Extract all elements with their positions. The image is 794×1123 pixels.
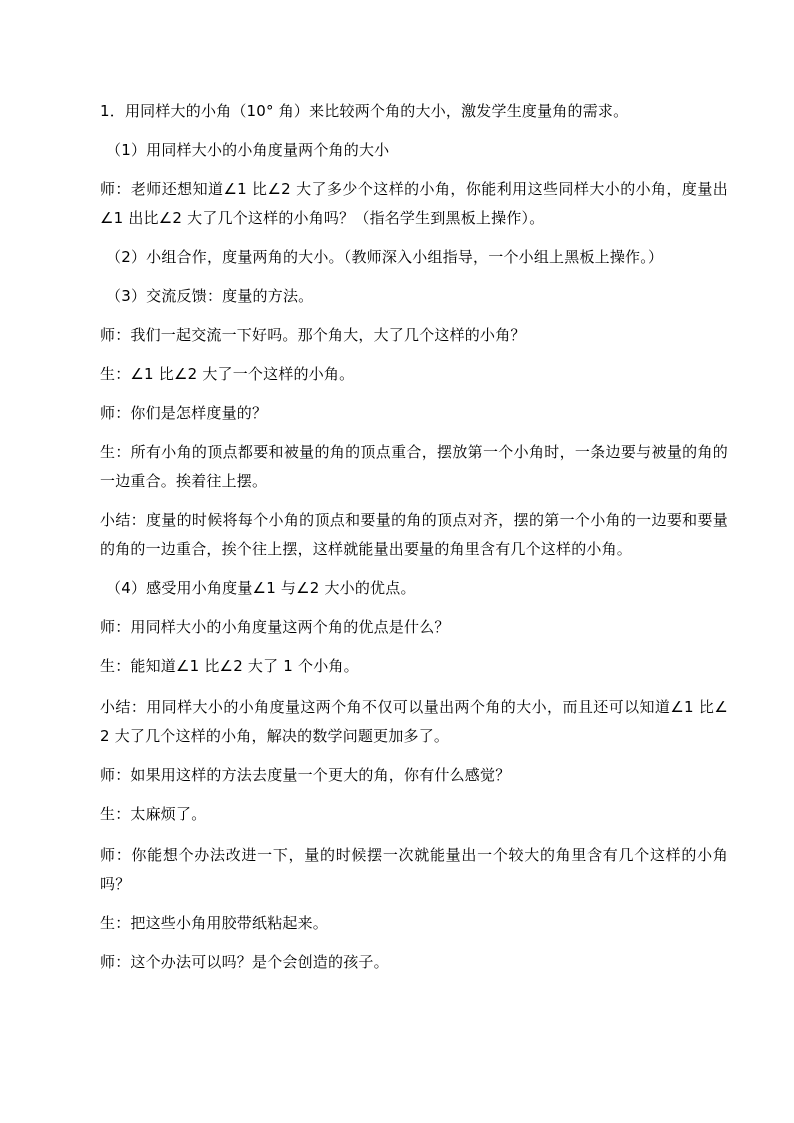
- document-body: [100, 97, 728, 977]
- paragraph-teacher-2: 师：我们一起交流一下好吗。那个角大，大了几个这样的小角？: [100, 326, 526, 344]
- paragraph-student-5: 生：把这些小角用胶带纸粘起来。: [100, 914, 329, 932]
- paragraph-objective: 1．用同样大的小角（10° 角）来比较两个角的大小，激发学生度量角的需求。: [100, 102, 629, 120]
- paragraph-step-2: （2）小组合作，度量两角的大小。（教师深入小组指导，一个小组上黑板上操作。）: [106, 248, 664, 266]
- paragraph-teacher-7: 师：这个办法可以吗？是个会创造的孩子。: [100, 953, 389, 971]
- paragraph-student-3: 生：能知道∠1 比∠2 大了 1 个小角。: [100, 657, 359, 675]
- paragraph-step-4: （4）感受用小角度量∠1 与∠2 大小的优点。: [106, 579, 416, 597]
- paragraph-student-1: 生：∠1 比∠2 大了一个这样的小角。: [100, 365, 355, 383]
- paragraph-summary-1: 小结：度量的时候将每个小角的顶点和要量的角的顶点对齐，摆的第一个小角的一边要和要量的角的一边重合，挨个往上摆，这样就能量出要量的角里含有几个这样的小角。: [100, 511, 728, 558]
- paragraph-teacher-3: 师：你们是怎样度量的？: [100, 404, 268, 422]
- paragraph-teacher-6: 师：你能想个办法改进一下，量的时候摆一次就能量出一个较大的角里含有几个这样的小角吗？: [100, 846, 728, 893]
- paragraph-teacher-4: 师：用同样大小的小角度量这两个角的优点是什么？: [100, 618, 450, 636]
- paragraph-step-3: （3）交流反馈：度量的方法。: [106, 287, 314, 305]
- paragraph-teacher-5: 师：如果用这样的方法去度量一个更大的角，你有什么感觉？: [100, 766, 511, 784]
- paragraph-step-1: （1）用同样大小的小角度量两个角的大小: [106, 141, 390, 159]
- paragraph-summary-2: 小结：用同样大小的小角度量这两个角不仅可以量出两个角的大小，而且还可以知道∠1 比∠2 大了几个这样的小角，解决的数学问题更加多了。: [100, 698, 728, 745]
- paragraph-student-4: 生：太麻烦了。: [100, 805, 207, 823]
- paragraph-student-2: 生：所有小角的顶点都要和被量的角的顶点重合，摆放第一个小角时，一条边要与被量的角的一边重合。挨着往上摆。: [100, 443, 728, 490]
- paragraph-teacher-1: 师：老师还想知道∠1 比∠2 大了多少个这样的小角，你能利用这些同样大小的小角，度量出∠1 出比∠2 大了几个这样的小角吗？（指名学生到黑板上操作）。: [100, 180, 728, 227]
